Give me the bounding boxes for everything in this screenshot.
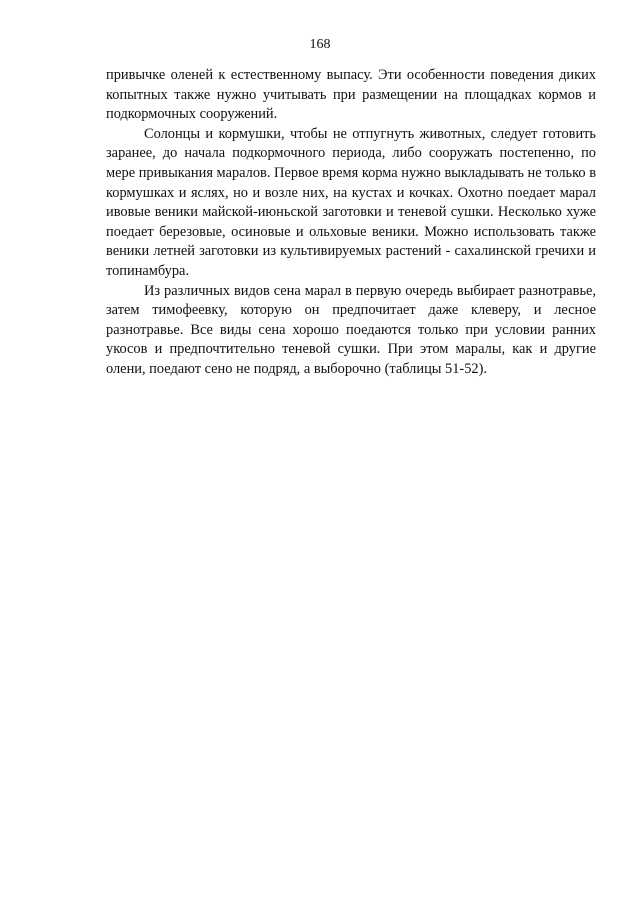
body-text bbox=[106, 66, 596, 380]
paragraph-salt-licks-feeders: Солонцы и кормушки, чтобы не отпугнуть животных, следует готовить заранее, до начала подкормочного периода, либо сооружать постепенно, по мере привыкания маралов. Первое время корма нужно выкладывать не только в кормушках и яслях, но и возле них, на кустах и кочках. Охотно поедает марал ивовые веники майской-июньской заготовки и теневой сушки. Несколько хуже поедает березовые, осиновые и ольховые веники. Можно использовать также веники летней заготовки из культивируемых растений - сахалинской гречихи и топинамбура. bbox=[106, 125, 596, 279]
paragraph-continuation: привычке оленей к естественному выпасу. Эти особенности поведения диких копытных также нужно учитывать при размещении на площадках кормов и подкормочных сооружений. bbox=[106, 67, 596, 123]
paragraph-hay-preferences: Из различных видов сена марал в первую очередь выбирает разнотравье, затем тимофеевку, которую он предпочитает даже клеверу, и лесное разнотравье. Все виды сена хорошо поедаются только при условии ранних укосов и предпочтительно теневой сушки. При этом маралы, как и другие олени, поедают сено не подряд, а выборочно (таблицы 51-52). bbox=[106, 282, 596, 377]
page-number: 168 bbox=[309, 37, 331, 52]
